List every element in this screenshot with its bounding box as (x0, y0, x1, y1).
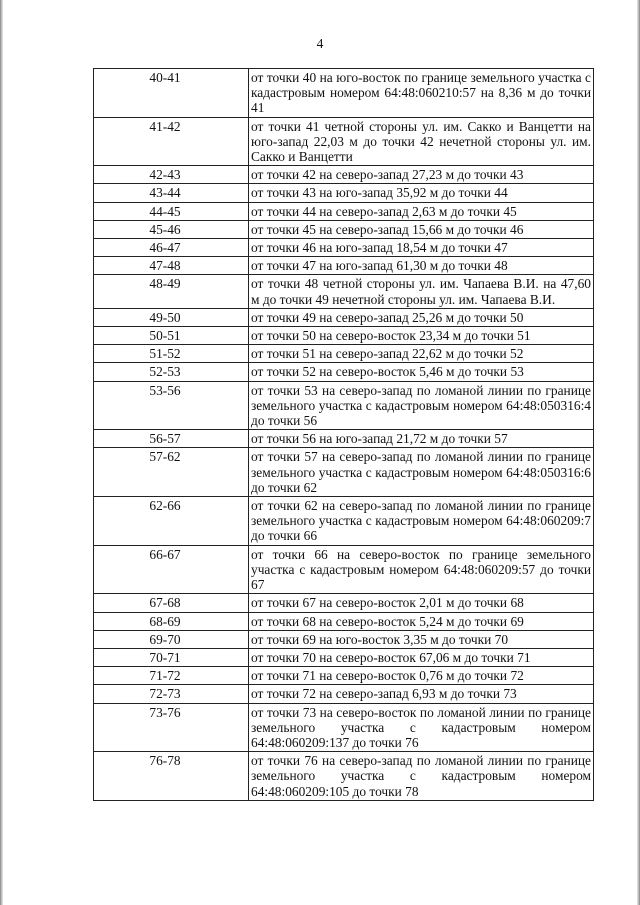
description-cell: от точки 67 на северо-восток 2,01 м до точки 68 (249, 594, 594, 612)
table-row (94, 69, 594, 118)
segment-cell: 45-46 (94, 220, 249, 238)
table-row (94, 545, 594, 594)
table-row (94, 381, 594, 430)
description-cell: от точки 46 на юго-запад 18,54 м до точки 47 (249, 239, 594, 257)
description-cell: от точки 44 на северо-запад 2,63 м до точки 45 (249, 202, 594, 220)
table-row (94, 202, 594, 220)
scan-edge-left (0, 0, 3, 905)
description-cell: от точки 52 на северо-восток 5,46 м до точки 53 (249, 363, 594, 381)
segment-cell: 40-41 (94, 69, 249, 118)
description-cell: от точки 53 на северо-запад по ломаной линии по границе земельного участка с кадастровым номером 64:48:050316:4 до точки 56 (249, 381, 594, 430)
segment-cell: 66-67 (94, 545, 249, 594)
table-row (94, 594, 594, 612)
table-row (94, 752, 594, 801)
table-body (94, 69, 594, 801)
table-row (94, 166, 594, 184)
table-row (94, 703, 594, 752)
table-row (94, 630, 594, 648)
segment-cell: 51-52 (94, 345, 249, 363)
segment-cell: 44-45 (94, 202, 249, 220)
segment-cell: 50-51 (94, 327, 249, 345)
segment-cell: 57-62 (94, 448, 249, 497)
description-cell: от точки 45 на северо-запад 15,66 м до точки 46 (249, 220, 594, 238)
table-row (94, 667, 594, 685)
segment-cell: 62-66 (94, 497, 249, 546)
description-cell: от точки 56 на юго-запад 21,72 м до точки 57 (249, 430, 594, 448)
table-row (94, 612, 594, 630)
description-cell: от точки 48 четной стороны ул. им. Чапаева В.И. на 47,60 м до точки 49 нечетной стороны ул. им. Чапаева В.И. (249, 275, 594, 308)
description-cell: от точки 72 на северо-запад 6,93 м до точки 73 (249, 685, 594, 703)
segment-cell: 76-78 (94, 752, 249, 801)
table-row (94, 430, 594, 448)
description-cell: от точки 57 на северо-запад по ломаной линии по границе земельного участка с кадастровым номером 64:48:050316:6 до точки 62 (249, 448, 594, 497)
segment-cell: 47-48 (94, 257, 249, 275)
description-cell: от точки 41 четной стороны ул. им. Сакко и Ванцетти на юго-запад 22,03 м до точки 42 нечетной стороны ул. им. Сакко и Ванцетти (249, 117, 594, 166)
description-cell: от точки 69 на юго-восток 3,35 м до точки 70 (249, 630, 594, 648)
description-cell: от точки 49 на северо-запад 25,26 м до точки 50 (249, 308, 594, 326)
table-row (94, 275, 594, 308)
table-row (94, 497, 594, 546)
table-row (94, 685, 594, 703)
table-row (94, 448, 594, 497)
segment-cell: 72-73 (94, 685, 249, 703)
description-cell: от точки 73 на северо-восток по ломаной линии по границе земельного участка с кадастровым номером 64:48:060209:137 до точки 76 (249, 703, 594, 752)
table-row (94, 308, 594, 326)
segment-cell: 69-70 (94, 630, 249, 648)
table-row (94, 345, 594, 363)
segment-cell: 67-68 (94, 594, 249, 612)
segment-cell: 41-42 (94, 117, 249, 166)
table-row (94, 257, 594, 275)
segment-cell: 46-47 (94, 239, 249, 257)
segment-cell: 49-50 (94, 308, 249, 326)
segment-cell: 70-71 (94, 648, 249, 666)
segment-cell: 48-49 (94, 275, 249, 308)
description-cell: от точки 40 на юго-восток по границе земельного участка с кадастровым номером 64:48:060210:57 на 8,36 м до точки 41 (249, 69, 594, 118)
description-cell: от точки 71 на северо-восток 0,76 м до точки 72 (249, 667, 594, 685)
segment-cell: 43-44 (94, 184, 249, 202)
description-cell: от точки 43 на юго-запад 35,92 м до точки 44 (249, 184, 594, 202)
description-cell: от точки 50 на северо-восток 23,34 м до точки 51 (249, 327, 594, 345)
description-cell: от точки 62 на северо-запад по ломаной линии по границе земельного участка с кадастровым номером 64:48:060209:7 до точки 66 (249, 497, 594, 546)
description-cell: от точки 42 на северо-запад 27,23 м до точки 43 (249, 166, 594, 184)
table-row (94, 239, 594, 257)
segment-cell: 42-43 (94, 166, 249, 184)
segment-cell: 53-56 (94, 381, 249, 430)
table-row (94, 117, 594, 166)
boundary-description-table (93, 68, 594, 801)
table-row (94, 363, 594, 381)
table-row (94, 220, 594, 238)
table-row (94, 327, 594, 345)
segment-cell: 71-72 (94, 667, 249, 685)
segment-cell: 68-69 (94, 612, 249, 630)
description-cell: от точки 66 на северо-восток по границе земельного участка с кадастровым номером 64:48:060209:57 до точки 67 (249, 545, 594, 594)
page-number: 4 (316, 36, 324, 51)
description-cell: от точки 51 на северо-запад 22,62 м до точки 52 (249, 345, 594, 363)
description-cell: от точки 47 на юго-запад 61,30 м до точки 48 (249, 257, 594, 275)
description-cell: от точки 76 на северо-запад по ломаной линии по границе земельного участка с кадастровым номером 64:48:060209:105 до точки 78 (249, 752, 594, 801)
table-row (94, 184, 594, 202)
segment-cell: 73-76 (94, 703, 249, 752)
segment-cell: 52-53 (94, 363, 249, 381)
table-row (94, 648, 594, 666)
description-cell: от точки 70 на северо-восток 67,06 м до точки 71 (249, 648, 594, 666)
description-cell: от точки 68 на северо-восток 5,24 м до точки 69 (249, 612, 594, 630)
segment-cell: 56-57 (94, 430, 249, 448)
